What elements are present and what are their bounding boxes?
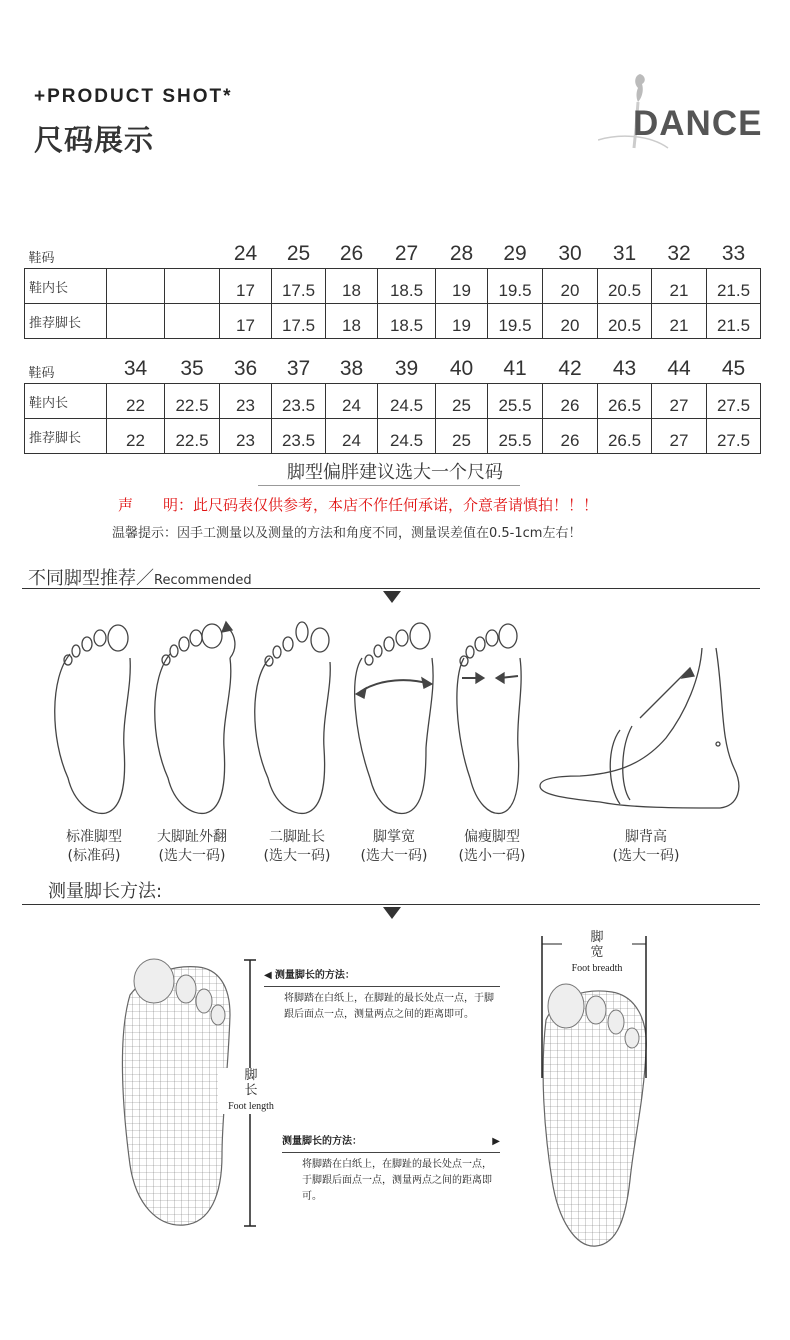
table-cell: 25 — [436, 384, 488, 419]
table-cell: 18.5 — [378, 304, 436, 339]
foot-breadth-cn-1: 脚 — [590, 930, 604, 945]
measure-method-1 — [264, 968, 500, 1023]
size-header-cell: 40 — [449, 357, 474, 380]
foot-type-standard — [48, 828, 140, 866]
triangle-right-icon: ▶ — [492, 1136, 500, 1147]
table-cell: 18 — [326, 269, 378, 304]
table-cell: 25.5 — [488, 384, 543, 419]
advice-underline — [258, 485, 520, 486]
foot-length-en: Foot length — [228, 1101, 274, 1112]
table-cell: 27 — [652, 419, 707, 454]
foot-types-illustration — [40, 618, 760, 822]
size-header-cell: 35 — [180, 357, 204, 380]
size-header-row — [25, 347, 761, 384]
recommend-title-en: Recommended — [154, 573, 252, 588]
size-header-cell — [165, 232, 220, 269]
high-instep-foot-icon — [540, 648, 739, 808]
table-cell: 22.5 — [165, 419, 220, 454]
table-cell: 21.5 — [707, 269, 761, 304]
size-header-cell: 26 — [339, 242, 364, 265]
foot-type-name: 标准脚型 — [66, 829, 122, 845]
foot-type-name: 大脚趾外翻 — [157, 829, 227, 845]
method-title: 测量脚长的方法： — [282, 1136, 362, 1147]
table-cell: 26.5 — [598, 419, 652, 454]
table-cell: 21 — [652, 304, 707, 339]
table-cell: 26 — [543, 384, 598, 419]
size-header-cell: 31 — [612, 242, 637, 265]
size-header-cell: 29 — [503, 242, 527, 265]
table-cell: 17 — [220, 269, 272, 304]
size-table-2 — [24, 347, 761, 454]
table-cell: 27.5 — [707, 419, 761, 454]
table-cell: 20 — [543, 304, 598, 339]
size-header-cell: 39 — [394, 357, 419, 380]
recommended-foot-length-row — [25, 304, 761, 339]
measure-method-2 — [282, 1134, 500, 1205]
table-cell: 19 — [436, 269, 488, 304]
size-table-1 — [24, 232, 761, 339]
table-cell: 27.5 — [707, 384, 761, 419]
table-cell: 22 — [107, 384, 165, 419]
foot-breadth-cn-2: 宽 — [590, 945, 604, 960]
table-cell: 22 — [107, 419, 165, 454]
table-cell: 24 — [326, 384, 378, 419]
triangle-down-icon — [383, 591, 401, 603]
foot-type-advice: (选大一码) — [360, 848, 428, 864]
slim-foot-icon — [457, 624, 521, 813]
table-cell: 19.5 — [488, 269, 543, 304]
table-cell: 23.5 — [272, 419, 326, 454]
size-header-cell: 28 — [449, 242, 474, 265]
row-label: 推荐脚长 — [25, 304, 107, 339]
long-second-toe-foot-icon — [255, 622, 331, 813]
foot-type-long-second-toe — [251, 828, 343, 866]
method-title: 测量脚长的方法： — [274, 970, 355, 981]
table-cell: 21.5 — [707, 304, 761, 339]
table-cell — [165, 269, 220, 304]
size-header-cell: 43 — [612, 357, 637, 380]
table-cell: 17.5 — [272, 269, 326, 304]
size-header-label: 鞋码 — [28, 366, 55, 381]
recommend-title-cn: 不同脚型推荐／ — [28, 568, 154, 589]
table-cell: 26.5 — [598, 384, 652, 419]
size-display-title: 尺码展示 — [34, 123, 155, 157]
bunion-foot-icon — [155, 622, 235, 813]
foot-type-name: 脚掌宽 — [373, 829, 415, 845]
size-header-cell: 38 — [339, 357, 364, 380]
foot-type-name: 脚背高 — [625, 829, 667, 845]
row-label: 鞋内长 — [25, 269, 107, 304]
table-cell: 17 — [220, 304, 272, 339]
row-label: 鞋内长 — [25, 384, 107, 419]
foot-length-label — [218, 1068, 284, 1114]
inner-length-row — [25, 384, 761, 419]
table-cell: 20.5 — [598, 269, 652, 304]
foot-type-slim — [446, 828, 538, 866]
table-cell: 24.5 — [378, 419, 436, 454]
table-cell: 19.5 — [488, 304, 543, 339]
table-cell: 22.5 — [165, 384, 220, 419]
size-header-cell: 42 — [558, 357, 582, 380]
foot-type-advice: (选大一码) — [158, 848, 226, 864]
foot-type-high-instep — [600, 828, 692, 866]
table-cell: 23.5 — [272, 384, 326, 419]
section-divider — [22, 904, 760, 905]
size-header-cell: 30 — [558, 242, 582, 265]
foot-type-advice: (标准码) — [67, 848, 121, 864]
table-cell — [165, 304, 220, 339]
size-header-cell: 33 — [721, 242, 746, 265]
table-cell: 20 — [543, 269, 598, 304]
size-header-cell: 27 — [394, 242, 419, 265]
size-header-cell: 25 — [286, 242, 311, 265]
disclaimer-text: 声 明：此尺码表仅供参考，本店不作任何承诺，介意者请慎拍！！！ — [118, 496, 599, 514]
table-cell: 18 — [326, 304, 378, 339]
size-header-cell: 36 — [233, 357, 258, 380]
foot-breadth-en: Foot breadth — [571, 963, 623, 974]
foot-type-advice: (选大一码) — [263, 848, 331, 864]
wide-foot-icon — [355, 623, 433, 813]
table-cell: 20.5 — [598, 304, 652, 339]
table-cell — [107, 269, 165, 304]
size-header-cell: 44 — [667, 357, 691, 380]
table-cell: 27 — [652, 384, 707, 419]
table-cell: 25.5 — [488, 419, 543, 454]
foot-length-cn-1: 脚 — [244, 1068, 258, 1083]
size-advice: 脚型偏胖建议选大一个尺码 — [287, 462, 503, 483]
table-cell: 24.5 — [378, 384, 436, 419]
size-header-cell: 24 — [233, 242, 258, 265]
method-text: 将脚踏在白纸上，在脚趾的最长处点一点，于脚跟后面点一点，测量两点之间的距离即可。 — [284, 993, 494, 1020]
row-label: 推荐脚长 — [25, 419, 107, 454]
size-header-cell: 41 — [503, 357, 527, 380]
size-header-label: 鞋码 — [28, 251, 55, 266]
inner-length-row — [25, 269, 761, 304]
size-header-cell: 32 — [667, 242, 691, 265]
size-header-cell — [107, 232, 165, 269]
table-cell: 23 — [220, 384, 272, 419]
recommended-foot-length-row — [25, 419, 761, 454]
size-header-row — [25, 232, 761, 269]
table-cell: 24 — [326, 419, 378, 454]
size-header-cell: 37 — [286, 357, 311, 380]
product-shot-title: +PRODUCT SHOT* — [34, 86, 233, 107]
foot-breadth-label — [562, 930, 632, 976]
section-divider — [22, 588, 760, 589]
foot-type-advice: (选小一码) — [458, 848, 526, 864]
table-cell: 19 — [436, 304, 488, 339]
recommend-section-title — [28, 564, 252, 590]
table-cell — [107, 304, 165, 339]
table-cell: 17.5 — [272, 304, 326, 339]
dance-logo-text: DANCE — [633, 104, 763, 143]
size-header-cell: 34 — [123, 357, 148, 380]
measurement-tip: 温馨提示：因手工测量以及测量的方法和角度不同，测量误差值在0.5-1cm左右！ — [112, 526, 582, 541]
table-cell: 25 — [436, 419, 488, 454]
table-cell: 18.5 — [378, 269, 436, 304]
triangle-down-icon — [383, 907, 401, 919]
triangle-left-icon: ◀ — [264, 970, 275, 981]
method-text: 将脚踏在白纸上，在脚趾的最长处点一点，于脚跟后面点一点，测量两点之间的距离即可。 — [302, 1159, 492, 1202]
table-cell: 21 — [652, 269, 707, 304]
standard-foot-icon — [55, 625, 131, 813]
foot-type-wide — [348, 828, 440, 866]
foot-length-cn-2: 长 — [244, 1083, 258, 1098]
table-cell: 26 — [543, 419, 598, 454]
table-cell: 23 — [220, 419, 272, 454]
foot-type-name: 偏瘦脚型 — [464, 829, 520, 845]
foot-type-name: 二脚趾长 — [269, 829, 325, 845]
measure-section-title: 测量脚长方法: — [48, 881, 163, 902]
foot-type-advice: (选大一码) — [612, 848, 680, 864]
size-header-cell: 45 — [721, 357, 746, 380]
foot-type-bunion — [146, 828, 238, 866]
